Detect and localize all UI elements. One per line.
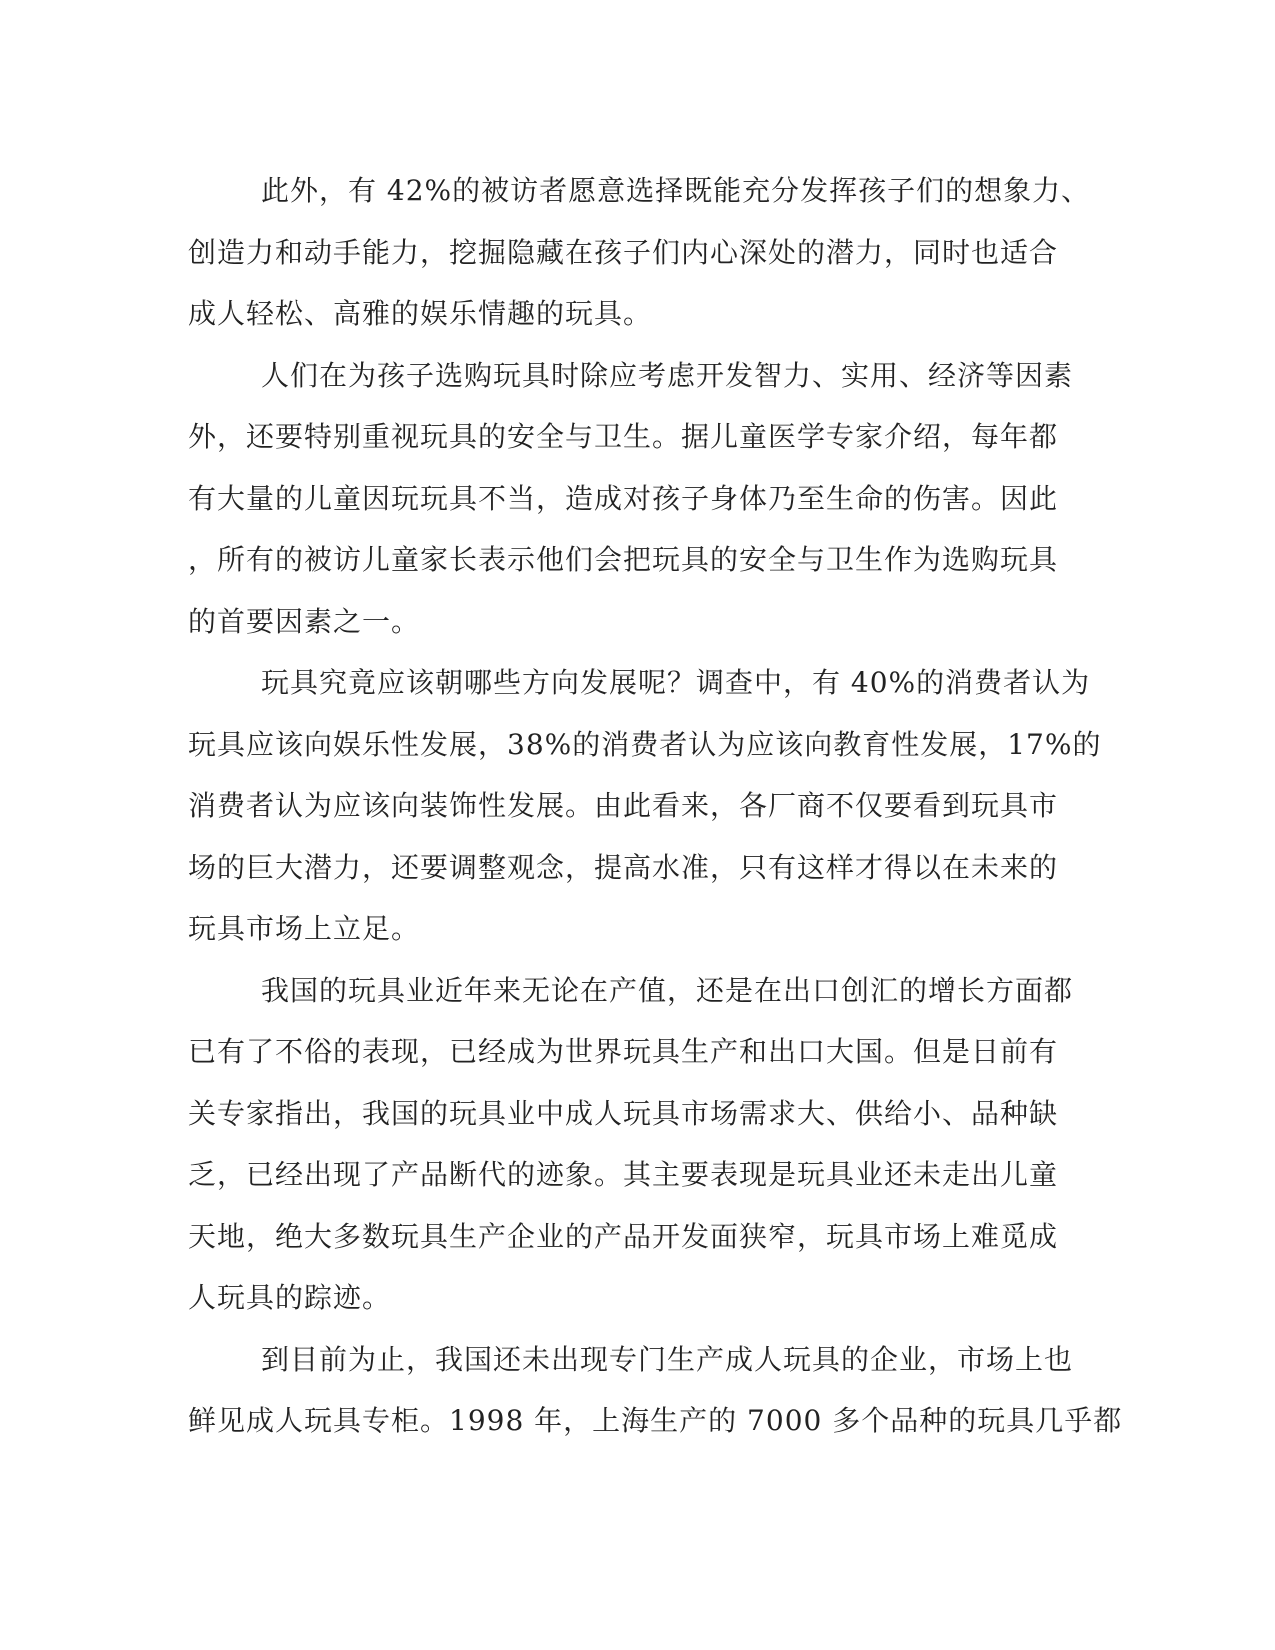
text-line: 有大量的儿童因玩玩具不当，造成对孩子身体乃至生命的伤害。因此	[188, 481, 1059, 515]
text-line: 玩具市场上立足。	[188, 912, 421, 945]
text-line: 我国的玩具业近年来无论在产值，还是在出口创汇的增长方面都	[261, 973, 1074, 1007]
text-line: 天地，绝大多数玩具生产企业的产品开发面狭窄，玩具市场上难觅成	[188, 1219, 1059, 1253]
text-line: 鲜见成人玩具专柜。1998 年，上海生产的 7000 多个品种的玩具几乎都	[188, 1404, 1123, 1437]
text-line: 人玩具的踪迹。	[188, 1281, 392, 1314]
body-text	[188, 160, 1123, 1452]
text-line: 玩具应该向娱乐性发展，38%的消费者认为应该向教育性发展，17%的	[188, 727, 1102, 761]
text-line: 到目前为止，我国还未出现专门生产成人玩具的企业，市场上也	[261, 1342, 1074, 1376]
text-line: 乏，已经出现了产品断代的迹象。其主要表现是玩具业还未走出儿童	[188, 1158, 1059, 1191]
text-line: ，所有的被访儿童家长表示他们会把玩具的安全与卫生作为选购玩具	[188, 543, 1059, 576]
text-line: 的首要因素之一。	[188, 604, 421, 638]
text-line: 场的巨大潜力，还要调整观念，提高水准，只有这样才得以在未来的	[188, 850, 1059, 884]
text-line: 消费者认为应该向装饰性发展。由此看来，各厂商不仅要看到玩具市	[188, 789, 1059, 822]
text-line: 已有了不俗的表现，已经成为世界玩具生产和出口大国。但是日前有	[188, 1035, 1059, 1068]
text-line: 创造力和动手能力，挖掘隐藏在孩子们内心深处的潜力，同时也适合	[188, 235, 1059, 269]
text-line: 人们在为孩子选购玩具时除应考虑开发智力、实用、经济等因素	[261, 358, 1074, 392]
text-line: 关专家指出，我国的玩具业中成人玩具市场需求大、供给小、品种缺	[188, 1096, 1059, 1130]
text-line: 外，还要特别重视玩具的安全与卫生。据儿童医学专家介绍，每年都	[188, 420, 1059, 453]
text-line: 此外，有 42%的被访者愿意选择既能充分发挥孩子们的想象力、	[261, 174, 1091, 207]
text-line: 玩具究竟应该朝哪些方向发展呢？调查中，有 40%的消费者认为	[261, 666, 1091, 699]
text-line: 成人轻松、高雅的娱乐情趣的玩具。	[188, 297, 653, 330]
